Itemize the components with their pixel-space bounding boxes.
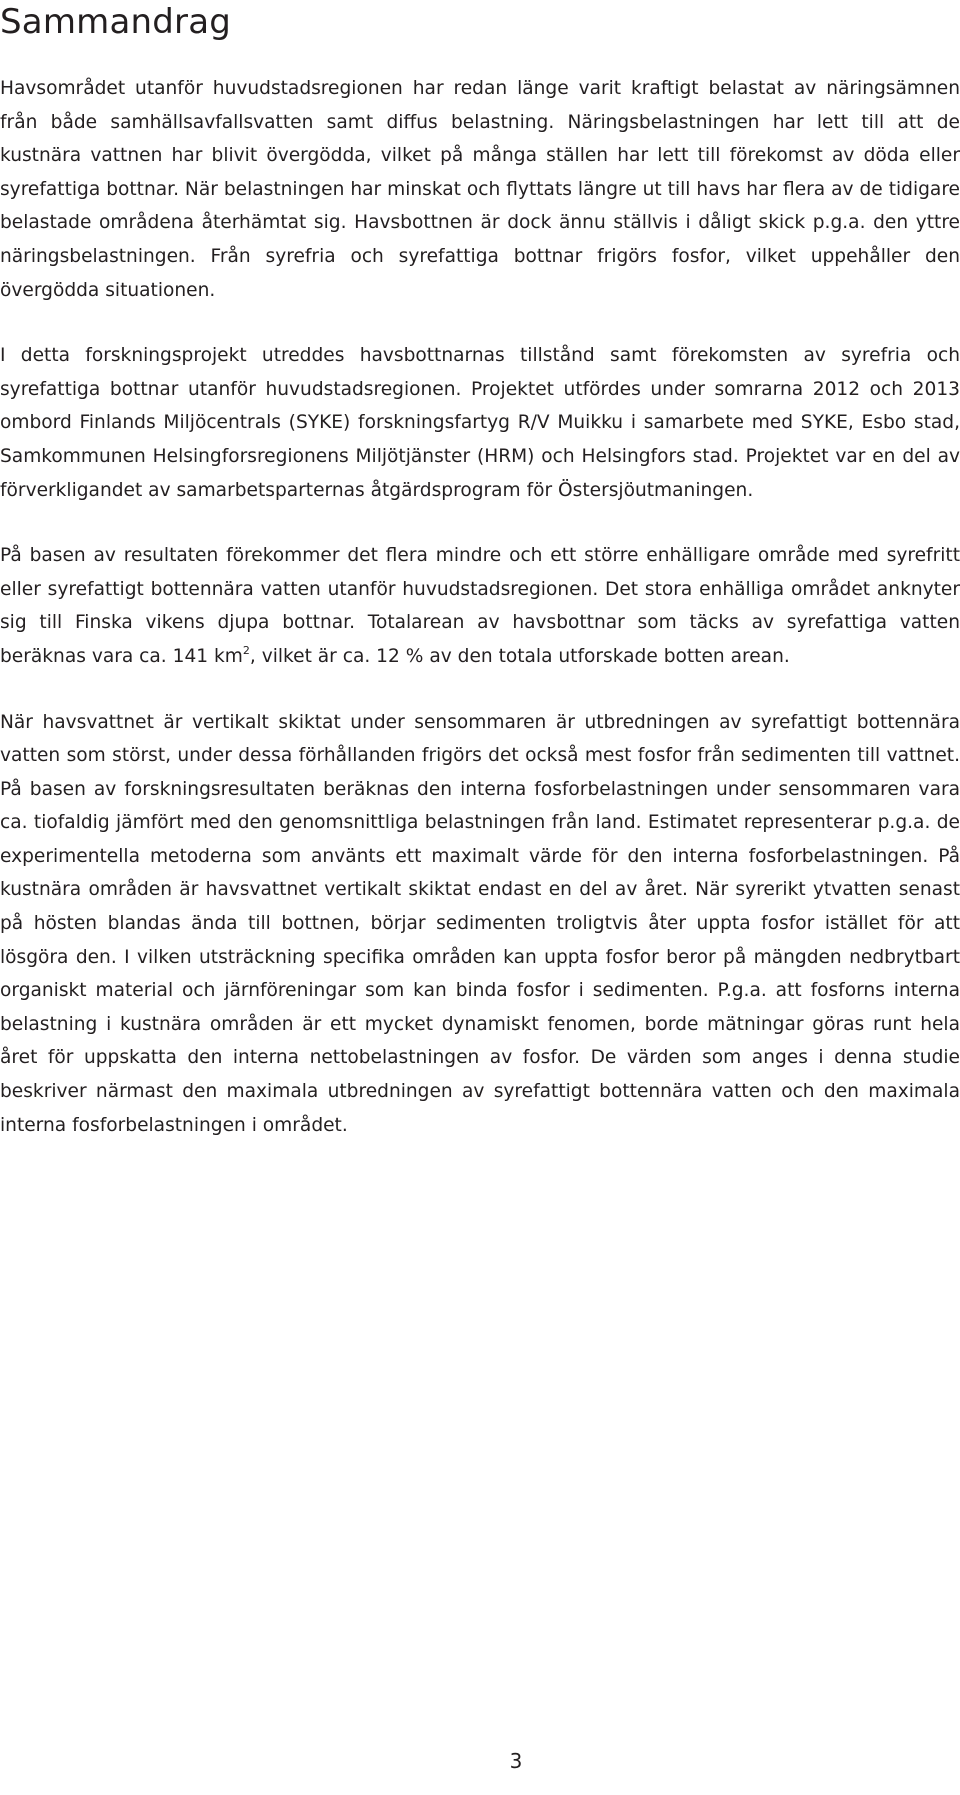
paragraph-text: När havsvattnet är vertikalt skiktat under sensommaren är utbredningen av syrefattigt bottennära vatten som störst, under dessa förhållanden frigörs det också mest fosfor från sedimenten till vattnet. På basen av forskningsresultaten beräknas den interna fosforbelastningen under sensommaren vara ca. tiofaldig jämfört med den genomsnittliga belastningen från land. Estimatet representerar p.g.a. de experimentella metoderna som använts ett maximalt värde för den interna fosforbelastningen. På kustnära områden är havsvattnet vertikalt skiktat endast en del av året. När syrerikt ytvatten senast på hösten blandas ända till bottnen, börjar sedimenten troligtvis åter uppta fosfor istället för att lösgöra den. I vilken utsträckning specifika områden kan uppta fosfor beror på mängden nedbrytbart organiskt material och järnföreningar som kan binda fosfor i sedimenten. P.g.a. att fosforns interna belastning i kustnära områden är ett mycket dynamiskt fenomen, borde mätningar göras runt hela året för uppskatta den interna nettobelastningen av fosfor. De värden som anges i denna studie beskriver närmast den maximala utbredningen av syrefattigt bottennära vatten och den maximala interna fosforbelastningen i området. <box>0 711 960 1136</box>
paragraph-text: På basen av resultaten förekommer det flera mindre och ett större enhälligare område med syrefritt eller syrefattigt bottennära vatten utanför huvudstadsregionen. Det stora enhälliga området anknyter sig till Finska vikens djupa bottnar. Totalarean av havsbottnar som täcks av syrefattiga vatten beräknas vara ca. 141 km <box>0 545 960 667</box>
paragraph-text: , vilket är ca. 12 % av den totala utforskade botten arean. <box>249 645 790 667</box>
paragraph-text: Havsområdet utanför huvudstadsregionen har redan länge varit kraftigt belastat av näringsämnen från både samhällsavfallsvatten samt diffus belastning. Näringsbelastningen har lett till att de kustnära vattnen har blivit övergödda, vilket på många ställen har lett till förekomst av döda eller syrefattiga bottnar. När belastningen har minskat och flyttats längre ut till havs har flera av de tidigare belastade områdena återhämtat sig. Havsbottnen är dock ännu ställvis i dåligt skick p.g.a. den yttre näringsbelastningen. Från syrefria och syrefattiga bottnar frigörs fosfor, vilket uppehåller den övergödda situationen. <box>0 78 960 301</box>
superscript-exponent: 2 <box>242 643 250 657</box>
page-number: 3 <box>509 1749 523 1773</box>
paragraph-4 <box>0 706 960 1143</box>
paragraph-2 <box>0 339 960 507</box>
paragraph-3 <box>0 539 960 673</box>
paragraph-text: I detta forskningsprojekt utreddes havsbottnarnas tillstånd samt förekomsten av syrefria och syrefattiga bottnar utanför huvudstadsregionen. Projektet utfördes under somrarna 2012 och 2013 ombord Finlands Miljöcentrals (SYKE) forskningsfartyg R/V Muikku i samarbete med SYKE, Esbo stad, Samkommunen Helsingforsregionens Miljötjänster (HRM) och Helsingfors stad. Projektet var en del av förverkligandet av samarbetsparternas åtgärdsprogram för Östersjöutmaningen. <box>0 345 960 501</box>
summary-body <box>0 72 960 1174</box>
page-title: Sammandrag <box>0 2 232 42</box>
paragraph-1 <box>0 72 960 307</box>
